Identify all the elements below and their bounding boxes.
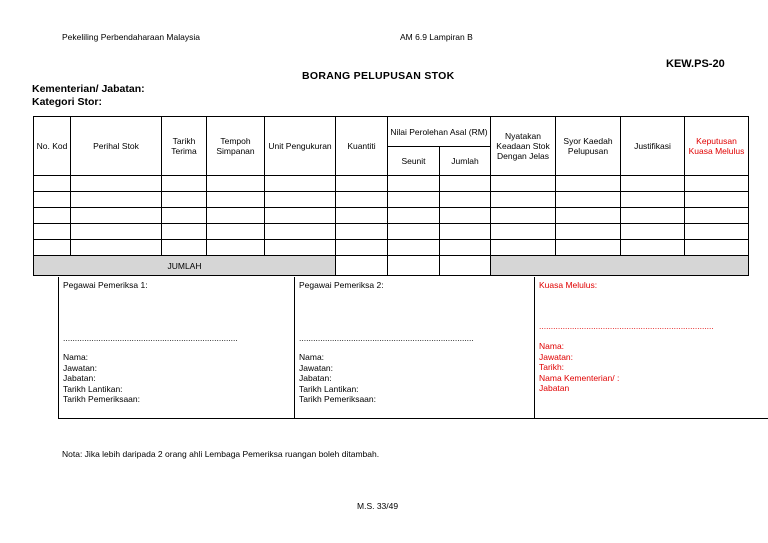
field-jawatan: Jawatan: — [299, 362, 334, 373]
field-nama: Nama: — [63, 352, 89, 362]
field-tarikh-lantikan: Tarikh Lantikan: — [63, 383, 123, 394]
col-tempoh-simpanan: Tempoh Simpanan — [207, 117, 265, 176]
signature-line: .......................................................................... — [299, 333, 474, 343]
store-category-label: Kategori Stor: — [32, 96, 103, 108]
col-syor-kaedah: Syor Kaedah Pelupusan — [556, 117, 621, 176]
total-seunit — [388, 256, 440, 276]
kuasa-melulus-label: Kuasa Melulus: — [539, 280, 598, 290]
total-shaded — [491, 256, 749, 276]
field-tarikh-lantikan: Tarikh Lantikan: — [299, 383, 359, 394]
field-tarikh: Tarikh: — [539, 362, 565, 372]
document-reference: AM 6.9 Lampiran B — [400, 32, 473, 42]
field-nama: Nama: — [299, 352, 325, 362]
signature-line: .......................................................................... — [539, 321, 714, 331]
field-nama-kementerian: Nama Kementerian/ : — [539, 372, 620, 383]
col-tarikh-terima: Tarikh Terima — [162, 117, 207, 176]
signature-box-kuasa-melulus — [534, 277, 768, 419]
table-row — [34, 192, 749, 208]
col-no-kod: No. Kod — [34, 117, 71, 176]
field-jawatan: Jawatan: — [539, 351, 574, 362]
col-perihal-stok: Perihal Stok — [71, 117, 162, 176]
total-jumlah — [440, 256, 491, 276]
table-row — [34, 176, 749, 192]
field-jabatan: Jabatan: — [63, 373, 96, 383]
col-justifikasi: Justifikasi — [621, 117, 685, 176]
col-nilai-perolehan: Nilai Perolehan Asal (RM) — [388, 117, 491, 147]
signature-box-pemeriksa-1 — [58, 277, 295, 419]
signature-box-pemeriksa-2 — [294, 277, 535, 419]
page-number: M.S. 33/49 — [357, 501, 399, 511]
col-kuantiti: Kuantiti — [336, 117, 388, 176]
form-code: KEW.PS-20 — [666, 58, 725, 70]
total-label: JUMLAH — [34, 256, 336, 276]
pemeriksa-1-label: Pegawai Pemeriksa 1: — [63, 280, 148, 290]
field-nama: Nama: — [539, 341, 565, 351]
col-seunit: Seunit — [388, 147, 440, 176]
field-jabatan: Jabatan: — [299, 373, 332, 383]
total-kuantiti — [336, 256, 388, 276]
stock-disposal-table — [33, 116, 749, 276]
footnote: Nota: Jika lebih daripada 2 orang ahli Lembaga Pemeriksa ruangan boleh ditambah. — [62, 449, 380, 459]
total-row — [34, 256, 749, 276]
col-keputusan-kuasa: Keputusan Kuasa Melulus — [685, 117, 749, 176]
table-row — [34, 240, 749, 256]
circular-name: Pekeliling Perbendaharaan Malaysia — [62, 32, 200, 42]
col-keadaan-stok: Nyatakan Keadaan Stok Dengan Jelas — [491, 117, 556, 176]
table-row — [34, 208, 749, 224]
field-tarikh-pemeriksaan: Tarikh Pemeriksaan: — [63, 394, 141, 404]
ministry-label: Kementerian/ Jabatan: — [32, 83, 145, 95]
table-row — [34, 224, 749, 240]
col-unit-pengukuran: Unit Pengukuran — [265, 117, 336, 176]
form-title: BORANG PELUPUSAN STOK — [302, 70, 455, 82]
field-jawatan: Jawatan: — [63, 362, 98, 373]
signature-line: .......................................................................... — [63, 333, 238, 343]
pemeriksa-2-label: Pegawai Pemeriksa 2: — [299, 280, 384, 290]
field-tarikh-pemeriksaan: Tarikh Pemeriksaan: — [299, 394, 377, 404]
field-jabatan: Jabatan — [539, 383, 570, 393]
col-jumlah: Jumlah — [440, 147, 491, 176]
